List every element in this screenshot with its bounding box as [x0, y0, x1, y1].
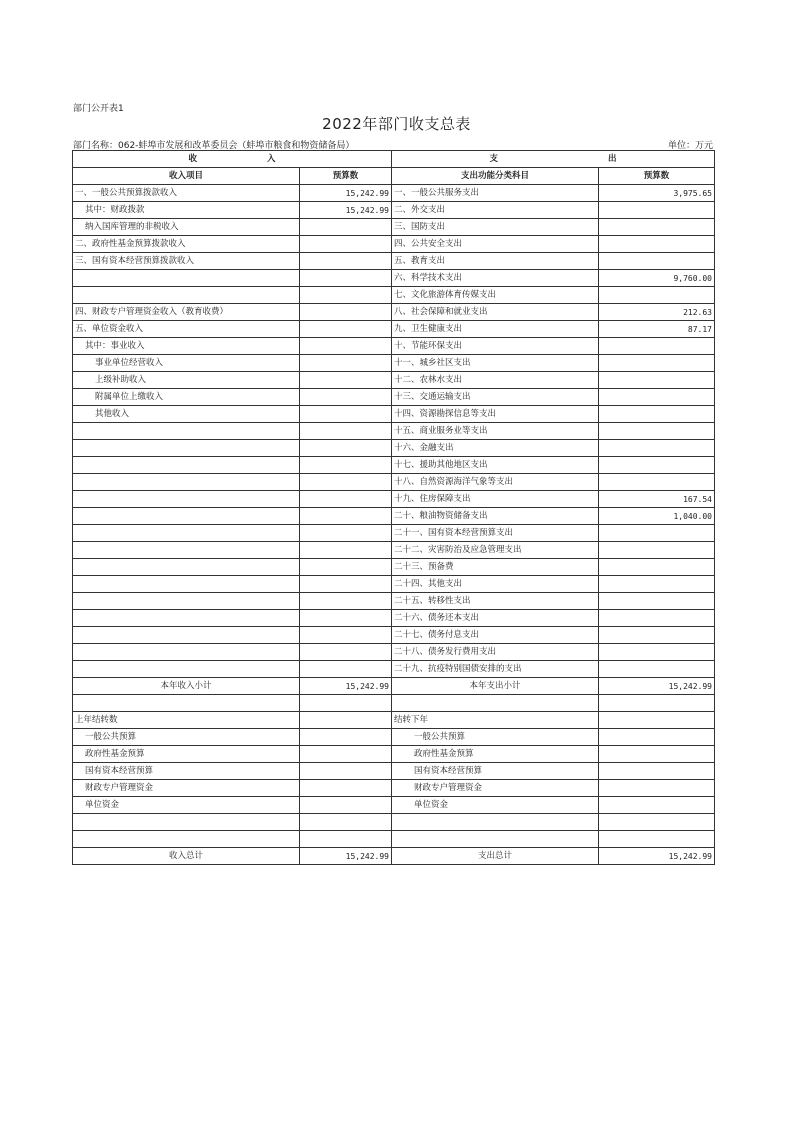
expense-item: 六、科学技术支出 — [392, 270, 599, 287]
table-row — [73, 474, 715, 491]
blank-cell — [300, 814, 392, 831]
income-budget — [300, 644, 392, 661]
income-budget — [300, 627, 392, 644]
expense-budget — [599, 406, 715, 423]
col-income-item: 收入项目 — [73, 168, 300, 185]
expense-budget — [599, 236, 715, 253]
table-row — [73, 372, 715, 389]
carry-row — [73, 763, 715, 780]
income-item — [73, 287, 300, 304]
income-budget — [300, 474, 392, 491]
table-row — [73, 491, 715, 508]
carry-expense-item: 政府性基金预算 — [392, 746, 599, 763]
income-item: 二、政府性基金预算拨款收入 — [73, 236, 300, 253]
expense-item: 七、文化旅游体育传媒支出 — [392, 287, 599, 304]
income-budget — [300, 661, 392, 678]
income-item — [73, 644, 300, 661]
expense-budget — [599, 253, 715, 270]
income-item — [73, 491, 300, 508]
income-budget: 15,242.99 — [300, 185, 392, 202]
expense-item: 十三、交通运输支出 — [392, 389, 599, 406]
expense-item: 三、国防支出 — [392, 219, 599, 236]
income-budget — [300, 270, 392, 287]
unit-label: 单位：万元 — [667, 141, 713, 151]
expense-budget: 3,975.65 — [599, 185, 715, 202]
income-item: 三、国有资本经营预算拨款收入 — [73, 253, 300, 270]
expense-item: 二十七、债务付息支出 — [392, 627, 599, 644]
income-budget — [300, 219, 392, 236]
income-section-header — [73, 151, 392, 168]
expense-item: 五、教育支出 — [392, 253, 599, 270]
blank-cell — [599, 831, 715, 848]
table-row — [73, 236, 715, 253]
expense-item: 十一、城乡社区支出 — [392, 355, 599, 372]
col-income-budget: 预算数 — [300, 168, 392, 185]
expense-item: 二十三、预备费 — [392, 559, 599, 576]
carry-expense-item: 一般公共预算 — [392, 729, 599, 746]
expense-subtotal-label: 本年支出小计 — [392, 678, 599, 695]
department-name: 部门名称：062-蚌埠市发展和改革委员会（蚌埠市粮食和物资储备局） — [73, 141, 355, 151]
expense-budget — [599, 440, 715, 457]
income-item: 上级补助收入 — [73, 372, 300, 389]
carry-expense-budget — [599, 712, 715, 729]
expense-item: 二十八、债务发行费用支出 — [392, 644, 599, 661]
carry-income-item: 单位资金 — [73, 797, 300, 814]
expense-item: 二十二、灾害防治及应急管理支出 — [392, 542, 599, 559]
expense-budget — [599, 355, 715, 372]
expense-budget: 87.17 — [599, 321, 715, 338]
expense-budget — [599, 593, 715, 610]
table-row — [73, 559, 715, 576]
blank-cell — [300, 831, 392, 848]
income-budget — [300, 338, 392, 355]
income-item: 四、财政专户管理资金收入（教育收费） — [73, 304, 300, 321]
income-budget — [300, 372, 392, 389]
table-row — [73, 542, 715, 559]
expense-budget — [599, 627, 715, 644]
expense-budget — [599, 389, 715, 406]
income-budget — [300, 304, 392, 321]
income-item: 事业单位经营收入 — [73, 355, 300, 372]
expense-budget — [599, 644, 715, 661]
carry-expense-budget — [599, 780, 715, 797]
expense-budget — [599, 525, 715, 542]
blank-cell — [392, 814, 599, 831]
carry-income-budget — [300, 729, 392, 746]
table-row — [73, 440, 715, 457]
table-row — [73, 406, 715, 423]
income-budget — [300, 542, 392, 559]
expense-item: 十七、援助其他地区支出 — [392, 457, 599, 474]
carry-row — [73, 729, 715, 746]
expense-budget — [599, 610, 715, 627]
income-budget — [300, 406, 392, 423]
carry-expense-item: 国有资本经营预算 — [392, 763, 599, 780]
income-item — [73, 474, 300, 491]
table-row — [73, 355, 715, 372]
expense-item: 二十一、国有资本经营预算支出 — [392, 525, 599, 542]
table-row — [73, 389, 715, 406]
income-budget — [300, 559, 392, 576]
blank-row — [73, 814, 715, 831]
table-row — [73, 508, 715, 525]
carry-expense-budget — [599, 746, 715, 763]
income-item — [73, 559, 300, 576]
col-expense-budget: 预算数 — [599, 168, 715, 185]
income-item — [73, 457, 300, 474]
expense-item: 二十六、债务还本支出 — [392, 610, 599, 627]
expense-budget — [599, 423, 715, 440]
income-subtotal-label: 本年收入小计 — [73, 678, 300, 695]
carry-expense-item: 单位资金 — [392, 797, 599, 814]
expense-budget — [599, 457, 715, 474]
table-row — [73, 270, 715, 287]
carry-income-budget — [300, 780, 392, 797]
income-item: 五、单位资金收入 — [73, 321, 300, 338]
expense-total-label: 支出总计 — [392, 848, 599, 865]
expense-item: 二、外交支出 — [392, 202, 599, 219]
carry-income-item: 国有资本经营预算 — [73, 763, 300, 780]
column-header-row — [73, 168, 715, 185]
carry-income-item: 政府性基金预算 — [73, 746, 300, 763]
col-expense-item: 支出功能分类科目 — [392, 168, 599, 185]
expense-item: 一、一般公共服务支出 — [392, 185, 599, 202]
income-total-value: 15,242.99 — [300, 848, 392, 865]
carry-expense-budget — [599, 797, 715, 814]
table-row — [73, 338, 715, 355]
expense-item: 十八、自然资源海洋气象等支出 — [392, 474, 599, 491]
table-row — [73, 304, 715, 321]
carry-income-budget — [300, 797, 392, 814]
expense-item: 十五、商业服务业等支出 — [392, 423, 599, 440]
carry-row — [73, 712, 715, 729]
carry-row — [73, 780, 715, 797]
expense-budget — [599, 661, 715, 678]
expense-header-char-1: 支 — [489, 153, 498, 164]
blank-row — [73, 695, 715, 712]
carry-income-budget — [300, 746, 392, 763]
income-budget — [300, 287, 392, 304]
income-subtotal-value: 15,242.99 — [300, 678, 392, 695]
carry-expense-budget — [599, 729, 715, 746]
income-budget: 15,242.99 — [300, 202, 392, 219]
carry-expense-item: 财政专户管理资金 — [392, 780, 599, 797]
expense-budget: 1,040.00 — [599, 508, 715, 525]
income-item: 其他收入 — [73, 406, 300, 423]
blank-cell — [599, 814, 715, 831]
expense-item: 十九、住房保障支出 — [392, 491, 599, 508]
table-row — [73, 253, 715, 270]
table-row — [73, 610, 715, 627]
income-item — [73, 423, 300, 440]
blank-cell — [392, 695, 599, 712]
income-budget — [300, 355, 392, 372]
expense-item: 二十、粮油物资储备支出 — [392, 508, 599, 525]
income-budget — [300, 236, 392, 253]
blank-row — [73, 831, 715, 848]
table-row — [73, 423, 715, 440]
expense-budget — [599, 202, 715, 219]
table-row — [73, 321, 715, 338]
table-row — [73, 593, 715, 610]
expense-section-header — [392, 151, 715, 168]
carry-income-item: 一般公共预算 — [73, 729, 300, 746]
income-item: 一、一般公共预算拨款收入 — [73, 185, 300, 202]
blank-cell — [300, 695, 392, 712]
table-row — [73, 627, 715, 644]
carry-expense-budget — [599, 763, 715, 780]
blank-cell — [73, 695, 300, 712]
expense-budget: 167.54 — [599, 491, 715, 508]
income-total-label: 收入总计 — [73, 848, 300, 865]
table-number: 部门公开表1 — [73, 104, 124, 114]
expense-budget — [599, 287, 715, 304]
income-item: 其中：财政拨款 — [73, 202, 300, 219]
expense-item: 九、卫生健康支出 — [392, 321, 599, 338]
expense-item: 八、社会保障和就业支出 — [392, 304, 599, 321]
expense-header-char-2: 出 — [608, 153, 617, 164]
income-item — [73, 593, 300, 610]
income-item — [73, 525, 300, 542]
income-budget — [300, 321, 392, 338]
expense-item: 十六、金融支出 — [392, 440, 599, 457]
carry-row — [73, 746, 715, 763]
budget-summary-table — [72, 150, 715, 865]
income-item — [73, 270, 300, 287]
blank-cell — [599, 695, 715, 712]
income-item — [73, 576, 300, 593]
expense-budget: 212.63 — [599, 304, 715, 321]
carry-income-item: 财政专户管理资金 — [73, 780, 300, 797]
carry-income-budget — [300, 712, 392, 729]
carry-income-budget — [300, 763, 392, 780]
income-budget — [300, 457, 392, 474]
expense-item: 十二、农林水支出 — [392, 372, 599, 389]
expense-budget — [599, 559, 715, 576]
expense-total-value: 15,242.99 — [599, 848, 715, 865]
income-budget — [300, 610, 392, 627]
income-item: 附属单位上缴收入 — [73, 389, 300, 406]
income-budget — [300, 593, 392, 610]
expense-item: 二十五、转移性支出 — [392, 593, 599, 610]
table-row — [73, 219, 715, 236]
income-item — [73, 542, 300, 559]
carry-row — [73, 797, 715, 814]
income-item: 纳入国库管理的非税收入 — [73, 219, 300, 236]
blank-cell — [73, 831, 300, 848]
expense-item: 四、公共安全支出 — [392, 236, 599, 253]
expense-budget — [599, 474, 715, 491]
blank-cell — [392, 831, 599, 848]
income-item: 其中：事业收入 — [73, 338, 300, 355]
section-header-row — [73, 151, 715, 168]
income-budget — [300, 389, 392, 406]
page-title: 2022年部门收支总表 — [322, 115, 471, 133]
income-budget — [300, 440, 392, 457]
table-row — [73, 661, 715, 678]
expense-item: 十四、资源勘探信息等支出 — [392, 406, 599, 423]
income-item — [73, 627, 300, 644]
expense-item: 二十九、抗疫特别国债安排的支出 — [392, 661, 599, 678]
table-row — [73, 644, 715, 661]
income-budget — [300, 423, 392, 440]
income-item — [73, 508, 300, 525]
income-budget — [300, 576, 392, 593]
income-item — [73, 610, 300, 627]
total-row — [73, 848, 715, 865]
expense-budget: 9,760.00 — [599, 270, 715, 287]
table-row — [73, 185, 715, 202]
income-item — [73, 440, 300, 457]
income-item — [73, 661, 300, 678]
income-budget — [300, 525, 392, 542]
income-header-char-2: 入 — [267, 153, 276, 164]
table-row — [73, 525, 715, 542]
expense-budget — [599, 372, 715, 389]
carry-income-item: 上年结转数 — [73, 712, 300, 729]
expense-budget — [599, 219, 715, 236]
table-row — [73, 576, 715, 593]
subtotal-row — [73, 678, 715, 695]
income-budget — [300, 253, 392, 270]
income-budget — [300, 508, 392, 525]
income-budget — [300, 491, 392, 508]
expense-budget — [599, 338, 715, 355]
blank-cell — [73, 814, 300, 831]
table-row — [73, 287, 715, 304]
table-row — [73, 202, 715, 219]
expense-item: 二十四、其他支出 — [392, 576, 599, 593]
carry-expense-item: 结转下年 — [392, 712, 599, 729]
income-header-char-1: 收 — [188, 153, 197, 164]
expense-subtotal-value: 15,242.99 — [599, 678, 715, 695]
table-row — [73, 457, 715, 474]
expense-budget — [599, 542, 715, 559]
expense-budget — [599, 576, 715, 593]
expense-item: 十、节能环保支出 — [392, 338, 599, 355]
